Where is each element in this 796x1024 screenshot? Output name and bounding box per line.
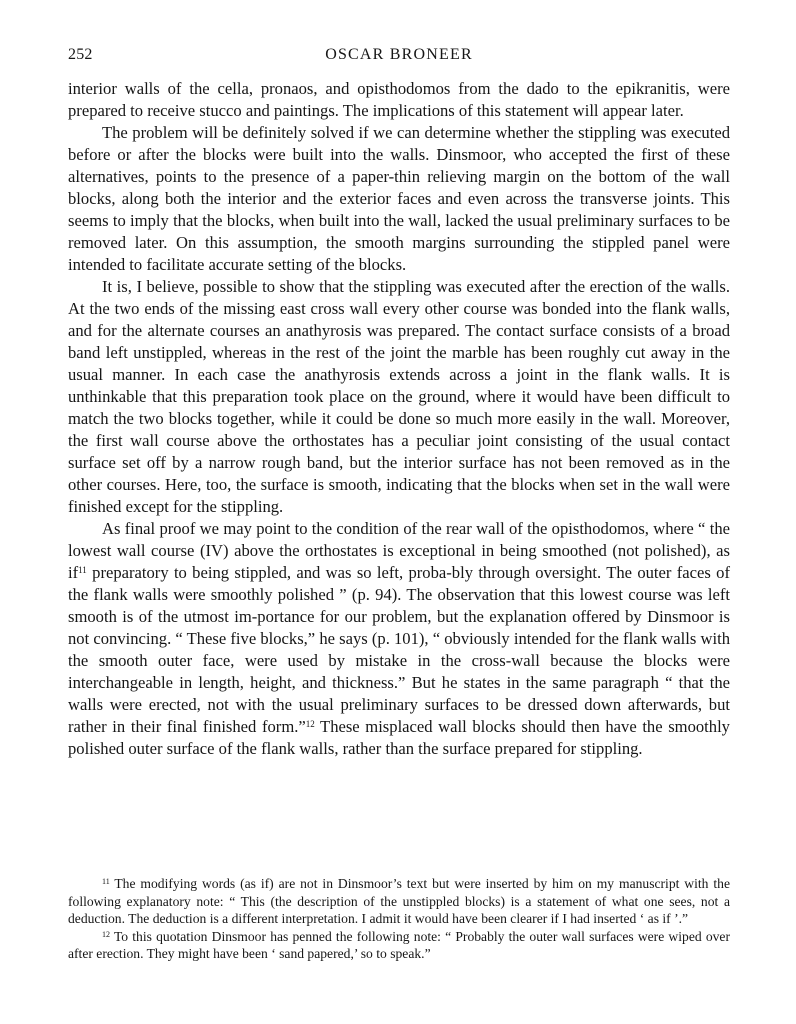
paragraph-1: interior walls of the cella, pronaos, and opisthodomos from the dado to the epikranitis, were prepared to receive stucco and paintings. The implications of this statement will appear later. [68, 79, 730, 120]
paragraph-3: It is, I believe, possible to show that the stippling was executed after the erection of the walls. At the two ends of the missing east cross wall every other course was bonded into the flank walls, and for the alternate courses an anathyrosis was prepared. The contact surface consists of a broad band left unstippled, whereas in the rest of the joint the marble has been roughly cut away in the usual manner. In each case the anathyrosis extends across a joint in the flank walls. It is unthinkable that this preparation took place on the ground, where it would have been difficult to match the two blocks together, while it could be done so much more easily in the wall. Moreover, the first wall course above the orthostates has a peculiar joint consisting of the usual contact surface set off by a narrow rough band, but the interior surface has not been removed as in the other courses. Here, too, the surface is smooth, indicating that the blocks when set in the wall were finished except for the stippling. [68, 277, 730, 516]
footnote-12 [68, 928, 730, 963]
footnote-ref-12[interactable]: 12 [305, 719, 315, 729]
paragraph-2: The problem will be definitely solved if we can determine whether the stippling was executed before or after the blocks were built into the walls. Dinsmoor, who accepted the first of these alternatives, points to the presence of a paper-thin relieving margin on the bottom of the wall blocks, along both the interior and the exterior faces and even across the transverse joints. This seems to imply that the blocks, when built into the wall, lacked the usual preliminary surfaces to be removed later. On this assumption, the smooth margins surrounding the stippled panel were intended to facilitate accurate setting of the blocks. [68, 123, 730, 274]
running-head: OSCAR BRONEER [325, 46, 473, 63]
footnote-12-text: To this quotation Dinsmoor has penned the following note: “ Probably the outer wall surfaces were wiped over after erection. They might have been ‘ sand papered,’ so to speak.” [68, 928, 730, 962]
body-text [68, 78, 730, 760]
footnote-11-text: The modifying words (as if) are not in Dinsmoor’s text but were inserted by him on my manuscript with the following explanatory note: “ This (the description of the unstippled blocks) is a statement of what one sees, not a deduction. The deduction is a different interpretation. I admit it would have been clearer if I had inserted ‘ as if ’.” [68, 876, 730, 927]
footnote-ref-11[interactable]: 11 [78, 565, 87, 575]
paragraph-4-part-2: preparatory to being stippled, and was so left, proba-bly through oversight. The outer faces of the flank walls were smoothly polished ” (p. 94). The observation that this lowest course was left smooth is of the utmost im-portance for our problem, but the explanation offered by Dinsmoor is not convincing. “ These five blocks,” he says (p. 101), “ obviously intended for the flank walls with the smooth outer face, were used by mistake in the cross-wall because the blocks were interchangeable in length, height, and thickness.” But he states in the same paragraph “ that the walls were erected, not with the usual preliminary surfaces to be dressed down afterwards, but rather in their final finished form.” [68, 563, 730, 736]
paragraph-4 [68, 518, 730, 760]
page-header [68, 46, 730, 68]
footnote-marker-12: 12 [102, 929, 110, 939]
footnote-11 [68, 875, 730, 928]
page-number: 252 [68, 46, 93, 63]
footnotes [68, 875, 730, 963]
footnote-marker-11: 11 [102, 877, 110, 886]
paragraph-4-part-1: As final proof we may point to the condition of the rear wall of the opisthodomos, where “ the lowest wall course (IV) above the orthostates is exceptional in being smoothed (not polished), as if [68, 519, 730, 582]
paragraph-4-part-3: These misplaced wall blocks should then have the smoothly polished outer surface of the flank walls, rather than the surface prepared for stippling. [68, 717, 730, 758]
